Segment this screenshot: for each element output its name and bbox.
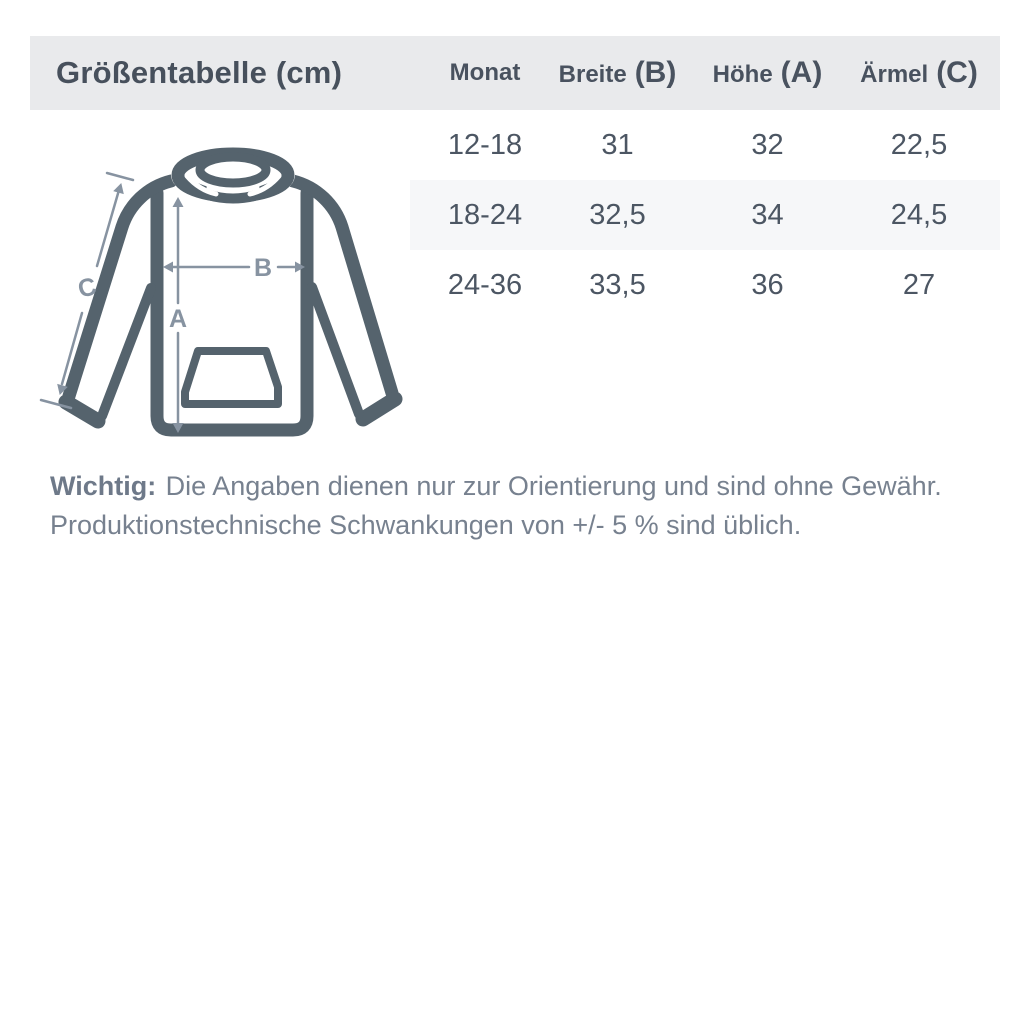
table-row: [410, 180, 1000, 250]
hoodie-hood: [171, 147, 295, 203]
cell-breite: 31: [601, 128, 634, 161]
measurement-endbar-top: [107, 173, 133, 180]
disclaimer-text-1: Die Angaben dienen nur zur Orientierung und sind ohne Gewähr.: [165, 471, 942, 501]
cell-hoehe: 36: [751, 268, 784, 301]
column-header-aermel: Ärmel (C): [860, 56, 978, 89]
hoodie-left-sleeve-inner: [102, 288, 151, 416]
table-header-row: [410, 36, 1000, 110]
cell-monat: 24-36: [447, 268, 523, 301]
hoodie-measurement-diagram: [35, 135, 415, 465]
disclaimer-line-2: Produktionstechnische Schwankungen von +/- 5 % sind üblich.: [50, 510, 802, 540]
hoodie-diagram-svg: [35, 135, 415, 465]
column-header-monat: Monat: [449, 59, 521, 86]
label-c: C: [74, 272, 100, 304]
cell-aermel: 24,5: [890, 198, 948, 231]
cell-aermel: 22,5: [890, 128, 948, 161]
cell-monat: 12-18: [447, 128, 523, 161]
cell-breite: 32,5: [589, 198, 646, 231]
column-header-breite: Breite (B): [558, 56, 677, 89]
cell-breite: 33,5: [589, 268, 646, 301]
arrowhead-b-left: [163, 262, 173, 273]
table-row: [410, 110, 1000, 180]
label-b: B: [253, 254, 273, 282]
column-header-hoehe: Höhe (A): [712, 56, 823, 89]
label-a: A: [168, 305, 188, 333]
cell-monat: 18-24: [447, 198, 523, 231]
cell-aermel: 27: [902, 268, 936, 301]
hoodie-right-cuff: [363, 399, 395, 419]
cell-hoehe: 34: [751, 198, 784, 231]
hoodie-pocket: [185, 351, 278, 404]
hoodie-right-sleeve-inner: [312, 287, 359, 414]
disclaimer-bold-label: Wichtig:: [50, 471, 157, 501]
arrowhead-c-top: [113, 182, 126, 195]
hoodie-left-cuff: [66, 402, 98, 421]
table-row: [410, 250, 1000, 320]
disclaimer-line-1: [50, 467, 980, 506]
disclaimer-note: [50, 467, 980, 545]
size-table: [410, 36, 1000, 320]
hoodie-outline: [66, 181, 395, 430]
arrowhead-a-top: [173, 197, 184, 207]
cell-hoehe: 32: [751, 128, 784, 161]
page-title: Größentabelle (cm): [56, 55, 343, 90]
